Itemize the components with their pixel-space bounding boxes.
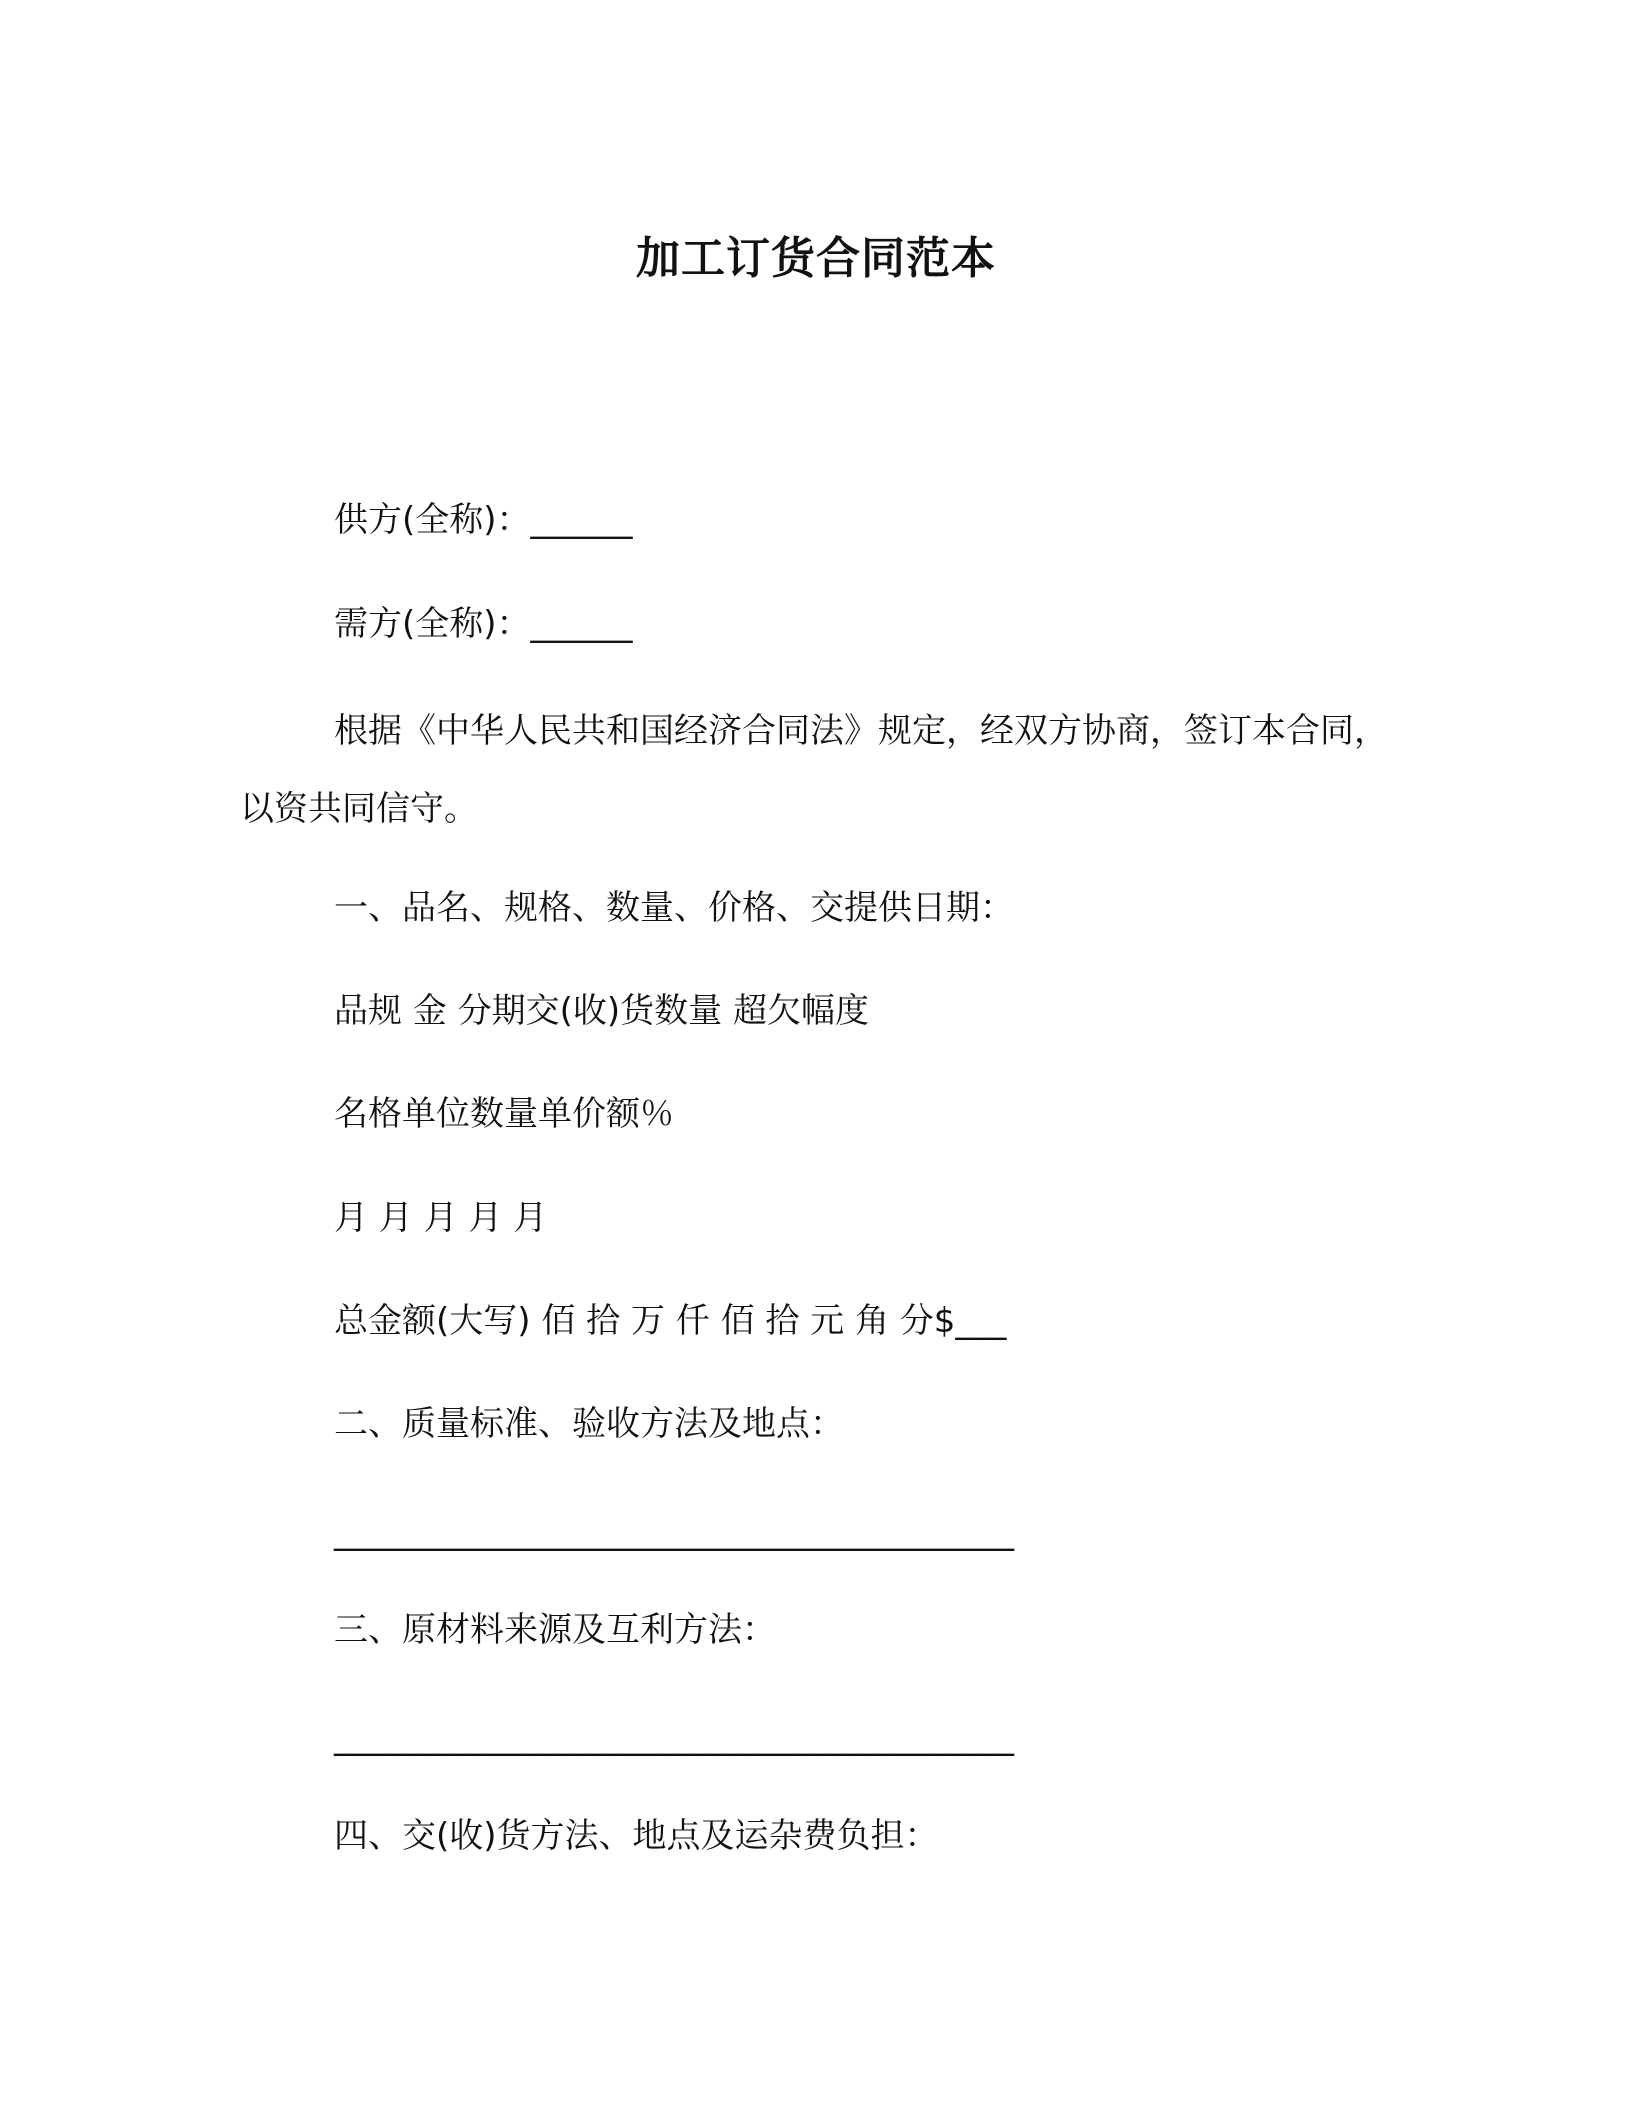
section1-heading: 一、品名、规格、数量、价格、交提供日期： (334, 888, 1014, 928)
document-title: 加工订货合同范本 (636, 233, 996, 284)
section2-heading: 二、质量标准、验收方法及地点： (334, 1404, 844, 1444)
section4-heading: 四、交(收)货方法、地点及运杂费负担： (334, 1816, 939, 1856)
table-header-row1: 品规 金 分期交(收)货数量 超欠幅度 (334, 991, 869, 1031)
table-header-row2: 名格单位数量单价额％ (334, 1094, 674, 1134)
total-amount-line: 总金额(大写) 佰 拾 万 仟 佰 拾 元 角 分$___ (334, 1301, 1007, 1341)
section3-blank-line: ________________________________________ (334, 1717, 1014, 1757)
intro-paragraph: 根据《中华人民共和国经济合同法》规定，经双方协商，签订本合同，以资共同信守。 (240, 711, 1388, 829)
section2-blank-line: ________________________________________ (334, 1512, 1014, 1552)
buyer-line: 需方(全称)：______ (334, 604, 633, 644)
section3-heading: 三、原材料来源及互利方法： (334, 1610, 776, 1650)
table-header-row3: 月 月 月 月 月 (334, 1198, 548, 1238)
supplier-line: 供方(全称)：______ (334, 500, 633, 540)
